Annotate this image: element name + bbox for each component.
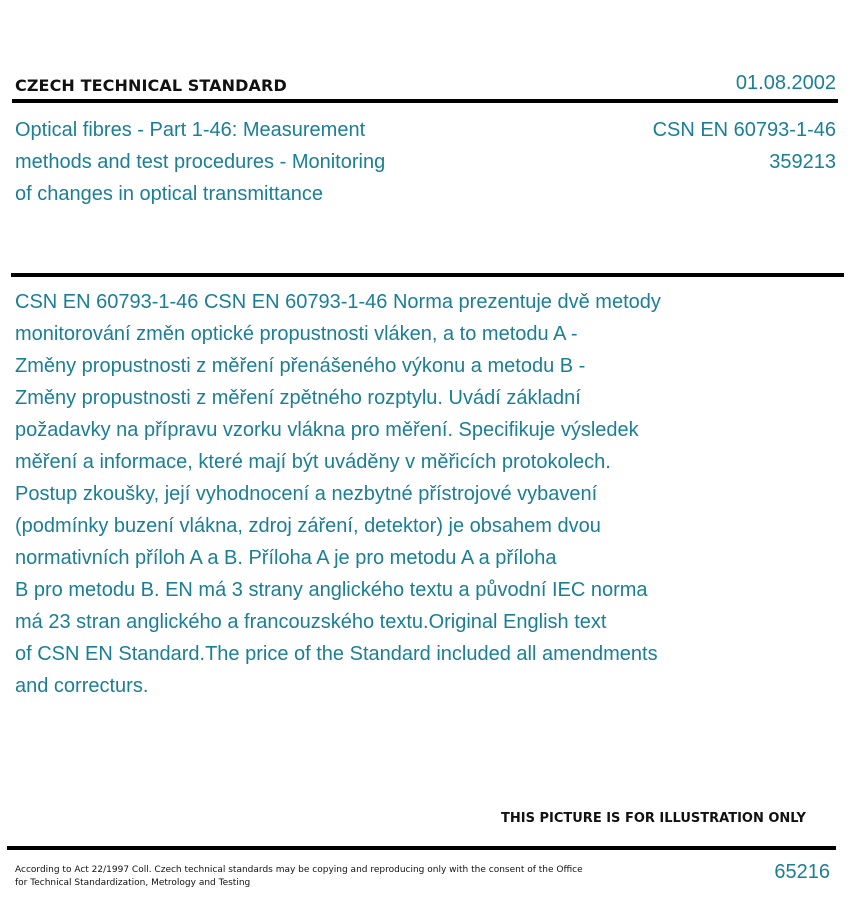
footer-divider [7,846,836,850]
document-type-heading: CZECH TECHNICAL STANDARD [15,76,287,95]
illustration-note: THIS PICTURE IS FOR ILLUSTRATION ONLY [501,811,806,826]
title-divider [11,273,844,277]
publication-date: 01.08.2002 [735,72,836,94]
standard-number: CSN EN 60793-1-46 [652,119,836,141]
standard-class-code: 359213 [769,151,836,173]
catalog-number: 65216 [774,861,830,883]
header-divider [12,99,838,103]
abstract-text: CSN EN 60793-1-46 CSN EN 60793-1-46 Norma prezentuje dvě metody monitorování změn optické propustnosti vláken, a to metodu A - Změny propustnosti z měření přenášeného výkonu a metodu B - Změny propustnosti z měření zpětného rozptylu. Uvádí základní požadavky na přípravu vzorku vlákna pro měření. Specifikuje výsledek měření a informace, které mají být uváděny v měřicích protokolech. Postup zkoušky, její vyhodnocení a nezbytné přístrojové vybavení (podmínky buzení vlákna, zdroj záření, detektor) je obsahem dvou normativních příloh A a B. Příloha A je pro metodu A a příloha B pro metodu B. EN má 3 strany anglického textu a původní IEC norma má 23 stran anglického a francouzského textu.Original English text of CSN EN Standard.The price of the Standard included all amendments and correcturs. [15,291,661,697]
legal-notice: According to Act 22/1997 Coll. Czech technical standards may be copying and reproducing only with the consent of the Office for Technical Standardization, Metrology and Testing [15,865,583,888]
standard-title: Optical fibres - Part 1-46: Measurement methods and test procedures - Monitoring of changes in optical transmittance [15,119,386,205]
